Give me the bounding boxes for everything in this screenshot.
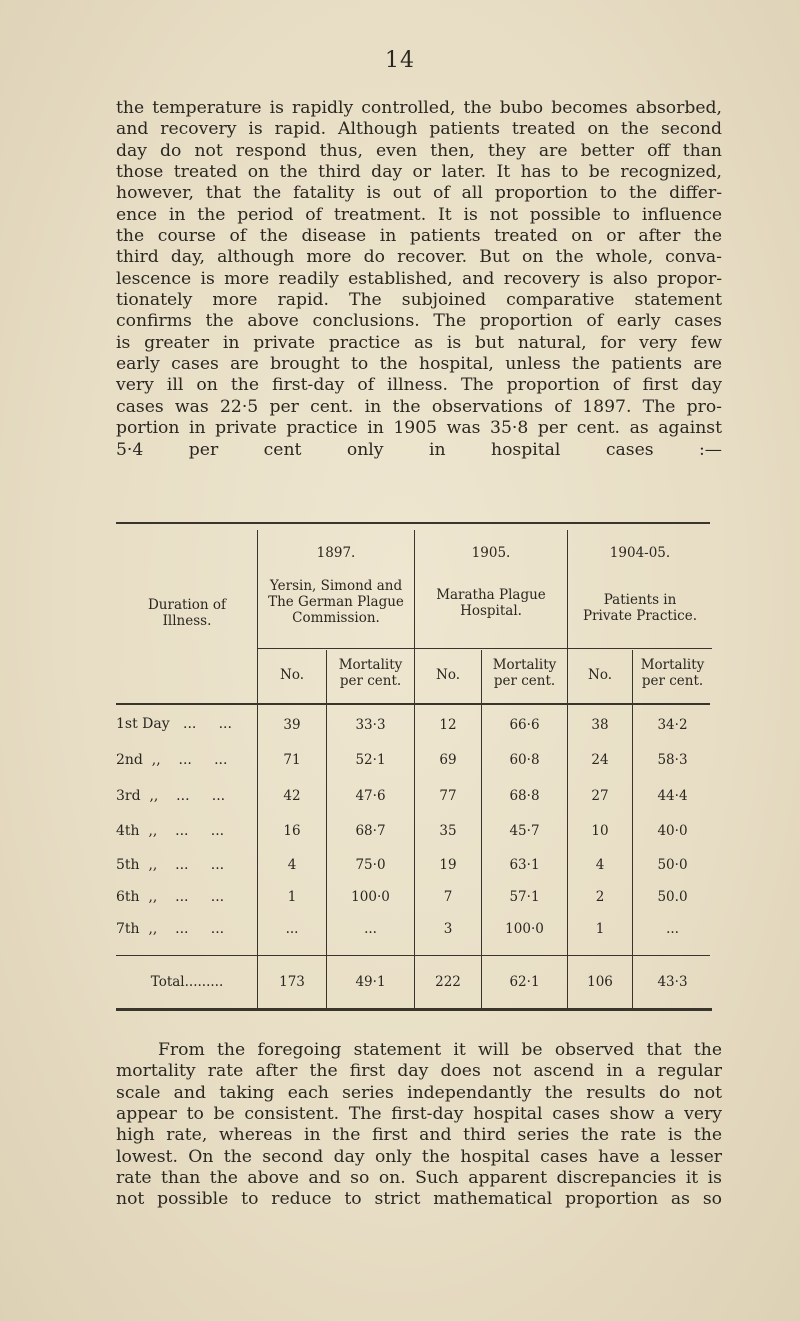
subheader-mortality — [327, 657, 414, 689]
subheader-line: Mortality — [640, 657, 705, 673]
cell-value: 68·8 — [509, 788, 540, 804]
cell-value: ... — [364, 921, 377, 937]
group-desc-line: Private Practice. — [583, 608, 697, 624]
text-line: mortality rate after the first day does not ascend in a regular — [116, 1061, 722, 1082]
cell-value: 71 — [283, 752, 301, 768]
cell-value: 45·7 — [509, 823, 540, 839]
text-line: day do not respond thus, even then, they are better off than — [116, 140, 722, 161]
cell-value: 19 — [439, 857, 457, 873]
cell-value: 24 — [591, 752, 609, 768]
group-desc-line: Maratha Plague — [436, 587, 546, 603]
text-line: however, that the fatality is out of all proportion to the differ- — [116, 183, 722, 204]
group-desc-maratha — [415, 587, 567, 619]
group-desc-line: Commission. — [292, 610, 380, 626]
row-label: 6th ,, ... ... — [116, 889, 225, 905]
subheader-line: per cent. — [339, 673, 402, 689]
text-line: scale and taking each series independantly the results do not — [116, 1082, 722, 1103]
cell-value: 49·1 — [355, 974, 386, 990]
subheader-line: per cent. — [641, 673, 704, 689]
cell-value: 1 — [287, 889, 297, 905]
group-desc-line: Hospital. — [460, 603, 522, 619]
cell-value: 173 — [279, 974, 305, 990]
cell-value: 106 — [587, 974, 613, 990]
cell-value: 10 — [591, 823, 609, 839]
row-label: 7th ,, ... ... — [116, 921, 225, 937]
cell-value: 75·0 — [355, 857, 386, 873]
group-desc-line: Yersin, Simond and — [269, 578, 403, 594]
row-label: 4th ,, ... ... — [116, 823, 225, 839]
cell-value: 34·2 — [657, 717, 688, 733]
cell-value: 47·6 — [355, 788, 386, 804]
text-line: rate than the above and so on. Such apparent discrepancies it is — [116, 1168, 722, 1189]
year-1904-05: 1904-05. — [609, 545, 671, 561]
cell-value: 7 — [443, 889, 453, 905]
text-line: lowest. On the second day only the hospital cases have a lesser — [116, 1146, 722, 1167]
text-line: high rate, whereas in the first and third series the rate is the — [116, 1125, 722, 1146]
cell-value: ... — [666, 921, 679, 937]
row-label: 2nd ,, ... ... — [116, 752, 228, 768]
text-line: very ill on the first-day of illness. The proportion of first day — [116, 375, 722, 396]
text-line: cases was 22·5 per cent. in the observations of 1897. The pro- — [116, 396, 722, 417]
subheader-line: Mortality — [338, 657, 403, 673]
cell-value: 4 — [287, 857, 297, 873]
subheader-no: No. — [436, 667, 460, 683]
subheader-mortality — [482, 657, 567, 689]
text-line: and recovery is rapid. Although patients treated on the second — [116, 119, 722, 140]
group-desc-private — [568, 592, 712, 624]
stub-header-line: Illness. — [162, 613, 212, 629]
cell-value: 62·1 — [509, 974, 540, 990]
cell-value: 77 — [439, 788, 457, 804]
cell-value: 57·1 — [509, 889, 540, 905]
text-line: is greater in private practice as is but natural, for very few — [116, 332, 722, 353]
cell-value: 38 — [591, 717, 609, 733]
cell-value: 100·0 — [351, 889, 390, 905]
cell-value: 3 — [443, 921, 453, 937]
cell-value: 63·1 — [509, 857, 540, 873]
text-line: the course of the disease in patients treated on or after the — [116, 226, 722, 247]
cell-value: 27 — [591, 788, 609, 804]
paragraph-conclusion — [116, 1040, 722, 1211]
subheader-no: No. — [280, 667, 304, 683]
text-line: the temperature is rapidly controlled, the bubo becomes absorbed, — [116, 98, 722, 118]
cell-value: 69 — [439, 752, 457, 768]
text-line: ence in the period of treatment. It is not possible to influence — [116, 204, 722, 225]
text-line: early cases are brought to the hospital, unless the patients are — [116, 354, 722, 375]
subheader-line: Mortality — [492, 657, 557, 673]
group-desc-line: The German Plague — [268, 594, 404, 610]
text-line: lescence is more readily established, and recovery is also propor- — [116, 268, 722, 289]
stub-header-line: Duration of — [147, 597, 226, 613]
cell-value: 16 — [283, 823, 301, 839]
total-label: Total......... — [150, 974, 224, 990]
text-line: portion in private practice in 1905 was 35·8 per cent. as against — [116, 418, 722, 439]
cell-value: 52·1 — [355, 752, 386, 768]
header-bottom-rule — [116, 703, 710, 705]
text-line: appear to be consistent. The first-day hospital cases show a very — [116, 1104, 722, 1125]
cell-value: ... — [285, 921, 299, 937]
text-line: tionately more rapid. The subjoined comparative statement — [116, 290, 722, 311]
cell-value: 40·0 — [657, 823, 688, 839]
subheader-rule — [257, 648, 712, 649]
cell-value: 68·7 — [355, 823, 386, 839]
table-bottom-rule — [116, 1008, 712, 1011]
table-top-rule — [116, 522, 710, 524]
group-desc-line: Patients in — [603, 592, 677, 608]
cell-value: 4 — [595, 857, 605, 873]
subheader-line: per cent. — [493, 673, 556, 689]
cell-value: 39 — [283, 717, 301, 733]
cell-value: 58·3 — [657, 752, 688, 768]
subheader-no: No. — [588, 667, 612, 683]
cell-value: 60·8 — [509, 752, 540, 768]
row-label: 1st Day ... ... — [116, 716, 232, 732]
total-top-rule — [116, 955, 710, 956]
text-line: those treated on the third day or later. It has to be recognized, — [116, 162, 722, 183]
text-line: confirms the above conclusions. The proportion of early cases — [116, 311, 722, 332]
group-desc-yersin — [258, 578, 414, 626]
cell-value: 12 — [439, 717, 457, 733]
text-line: 5·4 per cent only in hospital cases :— — [116, 439, 722, 460]
page-number: 14 — [385, 48, 415, 73]
year-1905: 1905. — [471, 545, 511, 561]
cell-value: 66·6 — [509, 717, 540, 733]
cell-value: 222 — [435, 974, 461, 990]
cell-value: 43·3 — [657, 974, 688, 990]
text-line: not possible to reduce to strict mathematical proportion as so — [116, 1189, 722, 1210]
stub-header — [120, 597, 254, 629]
cell-value: 33·3 — [355, 717, 386, 733]
cell-value: 50.0 — [657, 889, 688, 905]
cell-value: 35 — [439, 823, 457, 839]
cell-value: 2 — [595, 889, 605, 905]
row-label: 5th ,, ... ... — [116, 857, 225, 873]
cell-value: 1 — [595, 921, 605, 937]
cell-value: 44·4 — [657, 788, 688, 804]
subheader-mortality — [633, 657, 712, 689]
cell-value: 50·0 — [657, 857, 688, 873]
row-label: 3rd ,, ... ... — [116, 788, 226, 804]
cell-value: 100·0 — [505, 921, 544, 937]
year-1897: 1897. — [316, 545, 356, 561]
cell-value: 42 — [283, 788, 301, 804]
text-line: From the foregoing statement it will be observed that the — [158, 1040, 722, 1060]
text-line: third day, although more do recover. But on the whole, conva- — [116, 247, 722, 268]
